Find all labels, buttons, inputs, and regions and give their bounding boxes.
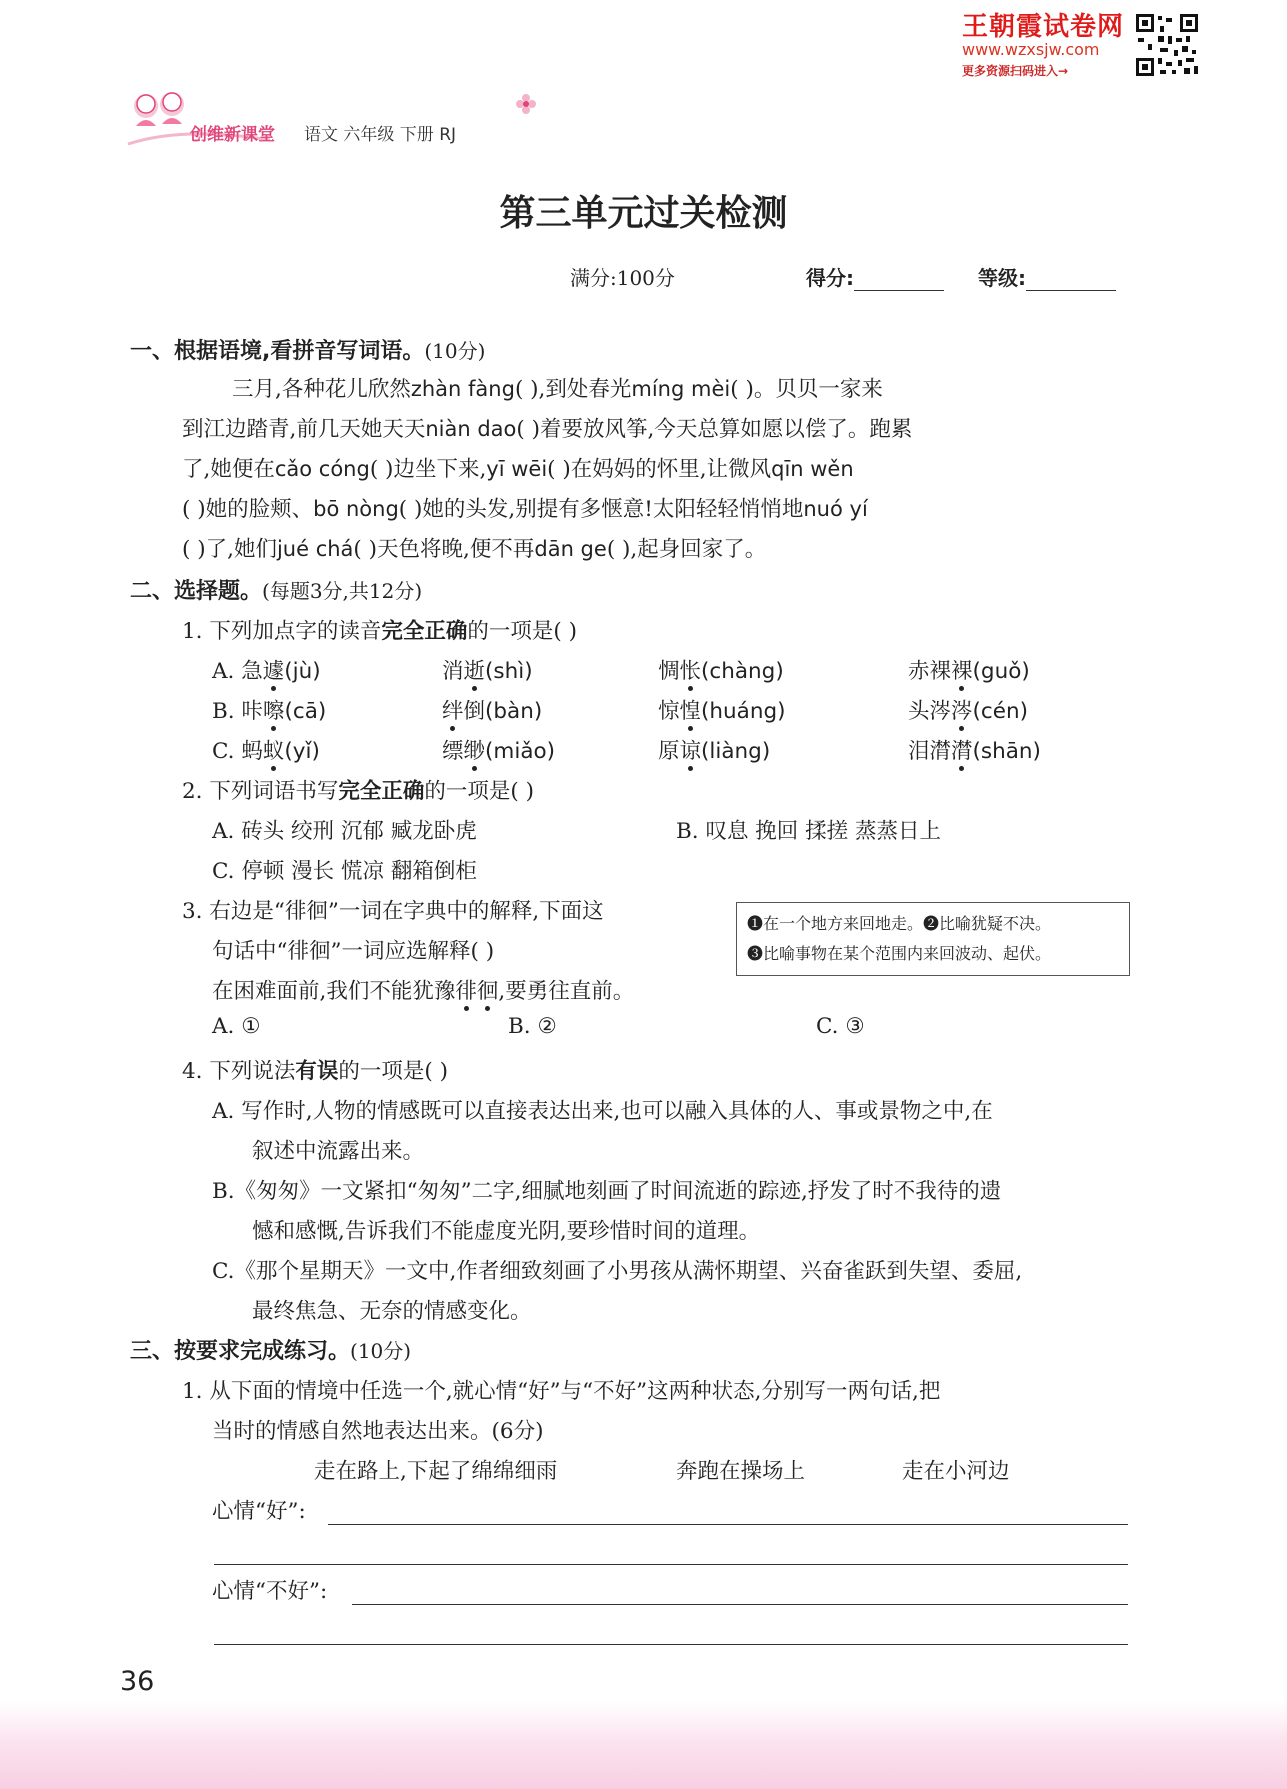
section3-points: (10分): [350, 1339, 412, 1363]
site-tip: 更多资源扫码进入→: [962, 64, 1069, 78]
definition-line-1: ❶在一个地方来回地走。❷比喻犹疑不决。: [747, 914, 1052, 933]
page-title: 第三单元过关检测: [499, 193, 788, 234]
section3-title: 三、按要求完成练习。: [130, 1339, 351, 1364]
brand-name: 创维新课堂: [190, 125, 275, 145]
q3-option-c[interactable]: C. ③: [816, 1014, 865, 1039]
good-mood-label: 心情“好”:: [212, 1499, 306, 1524]
good-mood-answer-line-2[interactable]: [214, 1564, 1128, 1565]
section2-points: (每题3分,共12分): [262, 579, 423, 603]
q1-option-a3: 惆怅(chàng): [658, 654, 784, 685]
q3-option-b[interactable]: B. ②: [508, 1014, 557, 1039]
q4-option-c-line1[interactable]: C.《那个星期天》一文中,作者细致刻画了小男孩从满怀期望、兴奋雀跃到失望、委屈,: [212, 1259, 1023, 1284]
scenario-option-1: 走在路上,下起了绵绵细雨: [314, 1459, 558, 1484]
section2-title: 二、选择题。: [130, 579, 263, 604]
s3-q1-line-1: 1. 从下面的情境中任选一个,就心情“好”与“不好”这两种状态,分别写一两句话,把: [182, 1379, 941, 1404]
section1-line-4: ( )她的脸颊、bō nòng( )她的头发,别提有多惬意!太阳轻轻悄悄地nuó yí: [182, 497, 868, 522]
q1-option-c4: 泪潸潸(shān): [908, 734, 1041, 765]
q2-stem: 2. 下列词语书写完全正确的一项是( ): [182, 779, 534, 804]
site-title: 王朝霞试卷网: [962, 12, 1125, 42]
q3-line-1: 3. 右边是“徘徊”一词在字典中的解释,下面这: [182, 899, 604, 924]
q3-option-a[interactable]: A. ①: [212, 1014, 261, 1039]
grade-label: 等级:: [978, 266, 1026, 290]
good-mood-answer-line-1[interactable]: [328, 1524, 1128, 1525]
site-url: www.wzxsjw.com: [962, 40, 1100, 59]
book-info: 语文 六年级 下册 RJ: [304, 125, 457, 145]
q4-stem: 4. 下列说法有误的一项是( ): [182, 1059, 448, 1084]
q1-option-a1[interactable]: A. 急遽(jù): [212, 654, 321, 685]
bad-mood-label: 心情“不好”:: [212, 1579, 328, 1604]
q1-stem: 1. 下列加点字的读音完全正确的一项是( ): [182, 619, 577, 644]
s3-q1-line-2: 当时的情感自然地表达出来。(6分): [212, 1419, 544, 1444]
full-score: 满分:100分: [570, 266, 675, 290]
q1-option-c1[interactable]: C. 蚂蚁(yǐ): [212, 734, 320, 765]
q1-option-b2: 绊倒(bàn): [442, 694, 542, 725]
scenario-option-2: 奔跑在操场上: [676, 1459, 806, 1484]
q1-option-c3: 原谅(liàng): [658, 734, 770, 765]
section2-heading: [130, 574, 422, 605]
q1-option-b3: 惊惶(huáng): [658, 694, 786, 725]
grade-field: [978, 262, 1116, 291]
qr-code-icon[interactable]: [1134, 12, 1200, 78]
q1-option-c2: 缥缈(miǎo): [442, 734, 555, 765]
section1-line-3: 了,她便在cǎo cóng( )边坐下来,yī wēi( )在妈妈的怀里,让微风qīn wěn: [182, 457, 854, 482]
score-blank[interactable]: [854, 264, 944, 291]
q3-line-2: 句话中“徘徊”一词应选解释( ): [212, 939, 495, 964]
section1-line-2: 到江边踏青,前几天她天天niàn dao( )着要放风筝,今天总算如愿以偿了。跑累: [182, 417, 913, 442]
scenario-option-3: 走在小河边: [902, 1459, 1010, 1484]
page-number: 36: [120, 1666, 155, 1697]
q4-option-a-line1[interactable]: A. 写作时,人物的情感既可以直接表达出来,也可以融入具体的人、事或景物之中,在: [212, 1099, 993, 1124]
q2-option-c[interactable]: C. 停顿 漫长 慌凉 翻箱倒柜: [212, 859, 477, 884]
grade-blank[interactable]: [1026, 264, 1116, 291]
section1-line-5: ( )了,她们jué chá( )天色将晚,便不再dān ge( ),起身回家了。: [182, 537, 767, 562]
dictionary-definition-box: [736, 902, 1130, 976]
definition-line-2: ❸比喻事物在某个范围内来回波动、起伏。: [747, 944, 1052, 963]
q4-option-b-line1[interactable]: B.《匆匆》一文紧扣“匆匆”二字,细腻地刻画了时间流逝的踪迹,抒发了时不我待的遗: [212, 1179, 1002, 1204]
bad-mood-answer-line-2[interactable]: [214, 1644, 1128, 1645]
q4-option-c-line2: 最终焦急、无奈的情感变化。: [252, 1299, 532, 1324]
q1-option-a4: 赤裸裸(guǒ): [908, 654, 1030, 685]
q2-option-b[interactable]: B. 叹息 挽回 揉搓 蒸蒸日上: [676, 819, 941, 844]
flower-icon: [514, 92, 538, 116]
section1-line-1: 三月,各种花儿欣然zhàn fàng( ),到处春光míng mèi( )。贝贝一家来: [232, 377, 883, 402]
score-label: 得分:: [806, 266, 854, 290]
q1-option-b1[interactable]: B. 咔嚓(cā): [212, 694, 326, 725]
q4-option-b-line2: 憾和感慨,告诉我们不能虚度光阴,要珍惜时间的道理。: [252, 1219, 761, 1244]
q1-option-b4: 头涔涔(cén): [908, 694, 1028, 725]
section3-heading: [130, 1334, 411, 1365]
section1-heading: [130, 334, 485, 365]
q2-option-a[interactable]: A. 砖头 绞刑 沉郁 臧龙卧虎: [212, 819, 477, 844]
section1-title: 一、根据语境,看拼音写词语。: [130, 339, 425, 364]
score-field: [806, 262, 944, 291]
bad-mood-answer-line-1[interactable]: [352, 1604, 1128, 1605]
q4-option-a-line2: 叙述中流露出来。: [252, 1139, 425, 1164]
q3-line-3: 在困难面前,我们不能犹豫徘徊,要勇往直前。: [212, 974, 634, 1005]
q1-option-a2: 消逝(shì): [442, 654, 533, 685]
section1-points: (10分): [424, 339, 486, 363]
page-bottom-band: [0, 1701, 1287, 1789]
